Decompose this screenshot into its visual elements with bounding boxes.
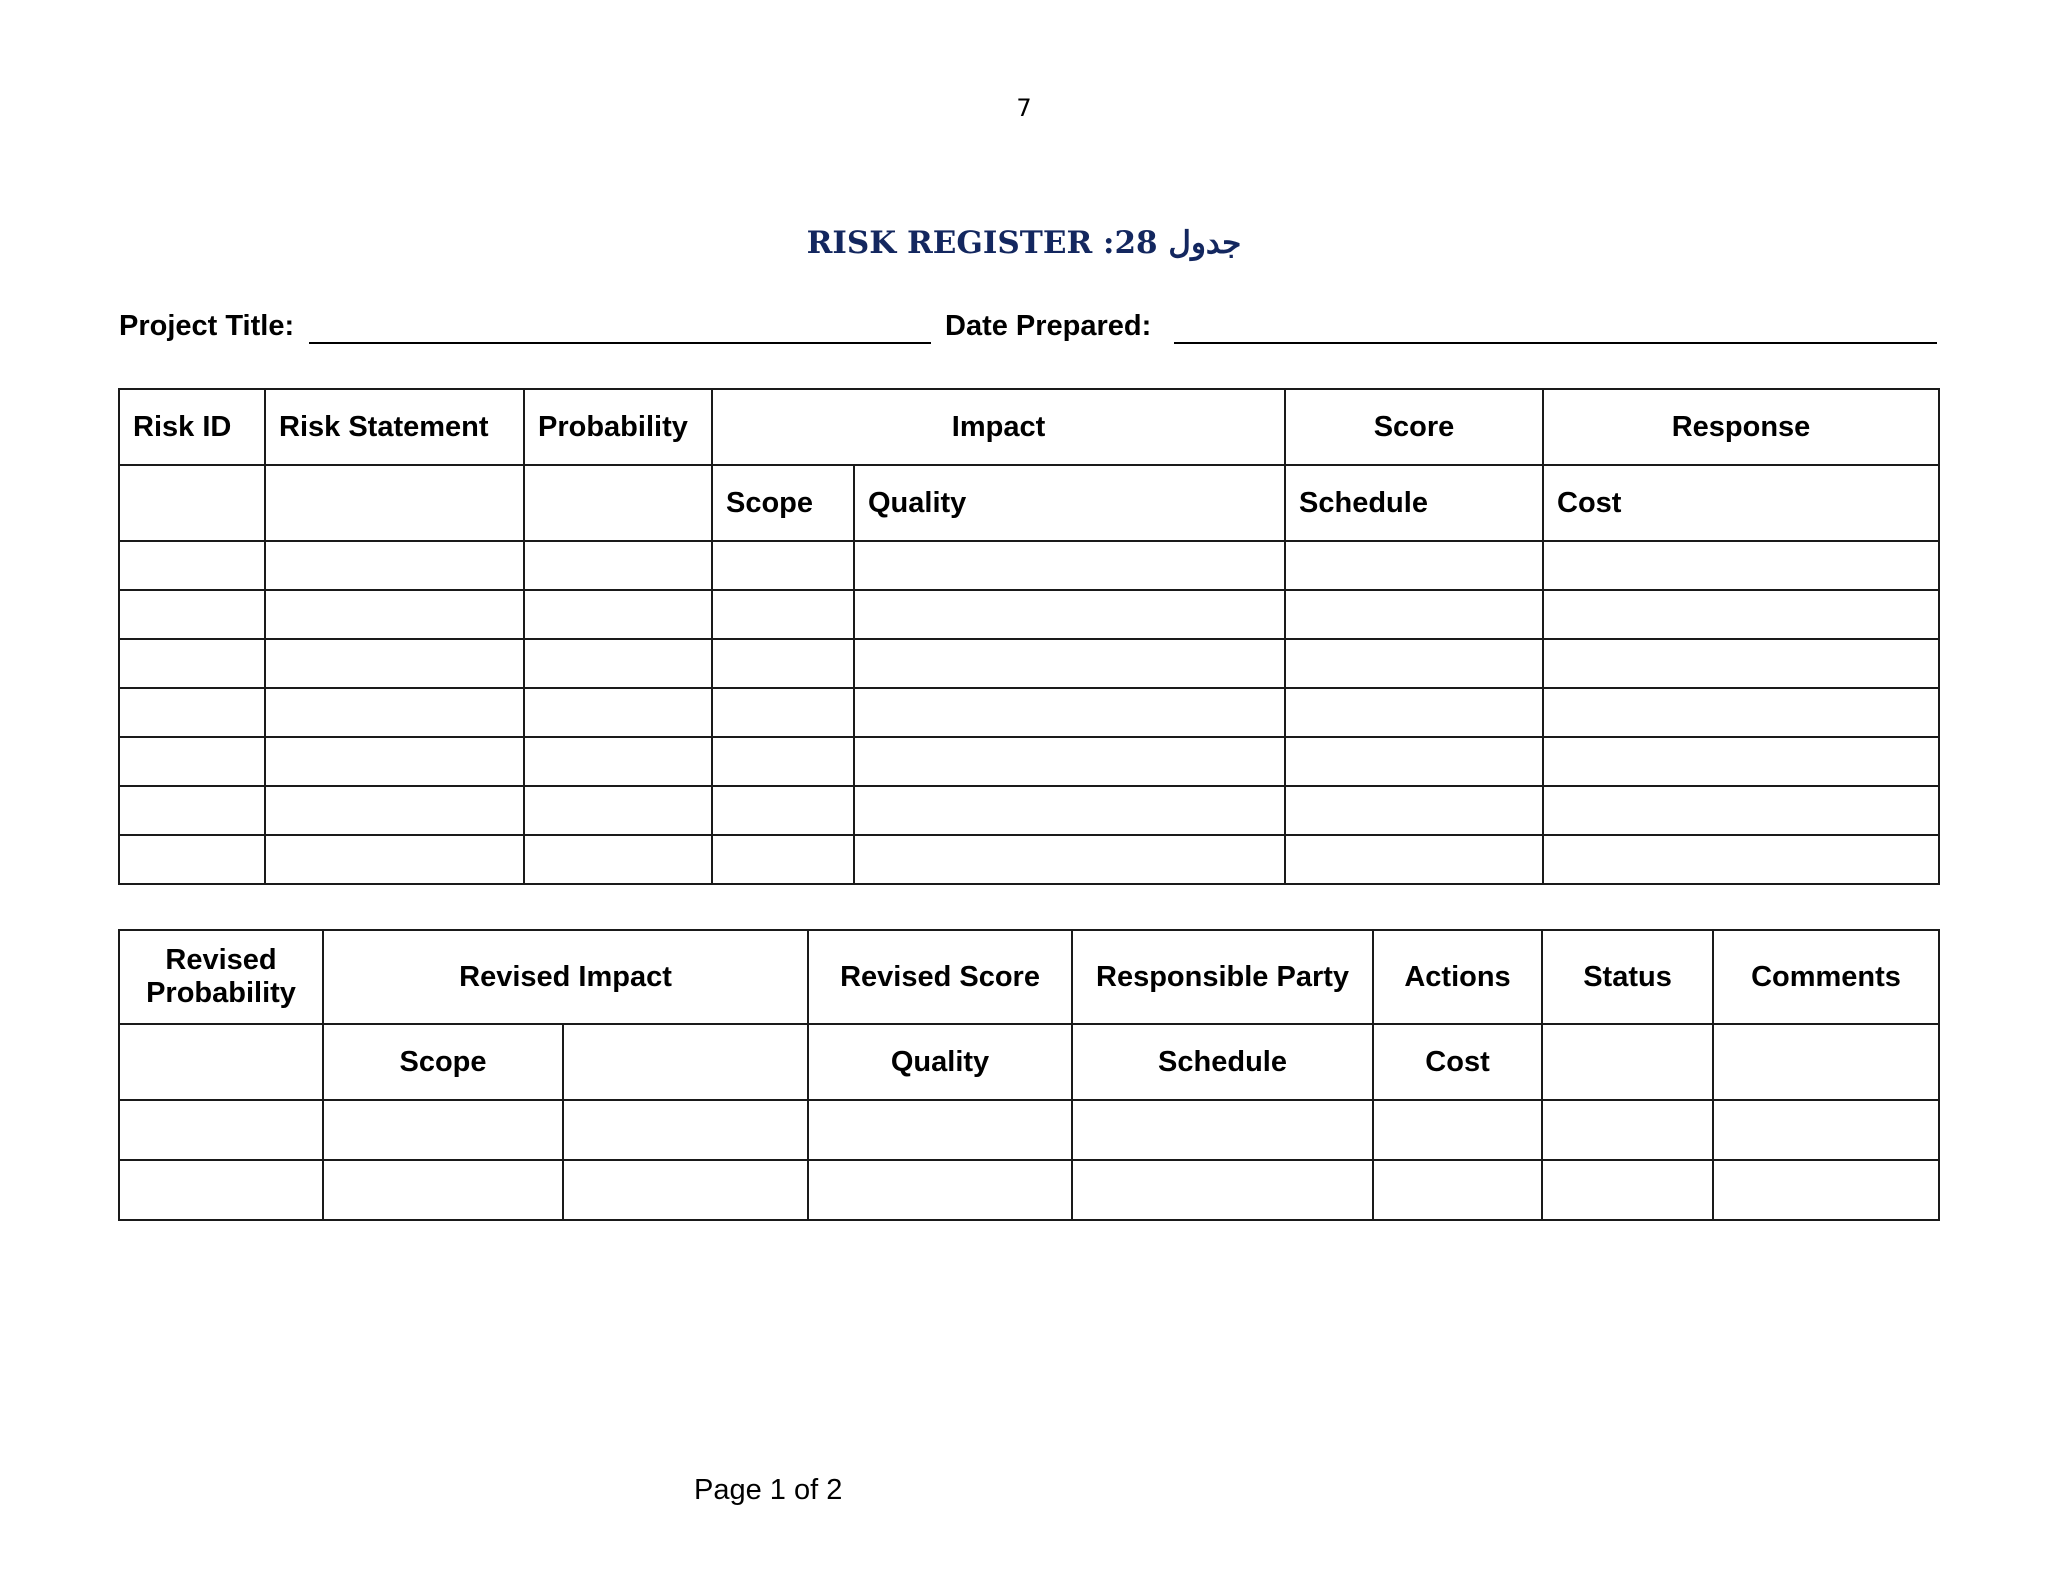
table-cell[interactable] xyxy=(1543,541,1939,590)
table-cell[interactable] xyxy=(1543,737,1939,786)
table-row xyxy=(119,688,1939,737)
header-score: Score xyxy=(1285,389,1543,465)
project-title-field[interactable] xyxy=(309,342,931,344)
table-cell[interactable] xyxy=(854,786,1285,835)
table-cell[interactable] xyxy=(1543,786,1939,835)
table-cell[interactable] xyxy=(119,465,265,541)
table-cell[interactable] xyxy=(265,465,524,541)
header-status: Status xyxy=(1542,930,1713,1024)
table-cell[interactable] xyxy=(854,590,1285,639)
header-revised-impact: Revised Impact xyxy=(323,930,808,1024)
date-prepared-label: Date Prepared: xyxy=(945,310,1152,342)
table-cell[interactable] xyxy=(563,1100,808,1160)
header-comments: Comments xyxy=(1713,930,1939,1024)
table-cell[interactable] xyxy=(808,1160,1072,1220)
table-cell[interactable] xyxy=(265,688,524,737)
subheader-cost: Cost xyxy=(1543,465,1939,541)
revised-risk-table xyxy=(118,929,1940,1221)
subheader-revised-cost: Cost xyxy=(1373,1024,1542,1100)
table-cell[interactable] xyxy=(1285,737,1543,786)
table-cell[interactable] xyxy=(1285,590,1543,639)
revised-subheader-row xyxy=(119,1024,1939,1100)
table-cell[interactable] xyxy=(265,541,524,590)
table-cell[interactable] xyxy=(1285,688,1543,737)
table-cell[interactable] xyxy=(1285,786,1543,835)
header-revised-score: Revised Score xyxy=(808,930,1072,1024)
table-cell[interactable] xyxy=(524,786,712,835)
table-cell[interactable] xyxy=(524,737,712,786)
table-cell[interactable] xyxy=(854,639,1285,688)
table-cell[interactable] xyxy=(1542,1024,1713,1100)
table-cell[interactable] xyxy=(524,835,712,884)
table-cell[interactable] xyxy=(1543,835,1939,884)
subheader-scope: Scope xyxy=(712,465,854,541)
table-cell[interactable] xyxy=(265,835,524,884)
table-row xyxy=(119,1100,1939,1160)
table-cell[interactable] xyxy=(1285,835,1543,884)
page-number: 7 xyxy=(1016,94,1032,122)
header-responsible-party: Responsible Party xyxy=(1072,930,1373,1024)
table-cell[interactable] xyxy=(524,639,712,688)
header-probability: Probability xyxy=(524,389,712,465)
table-cell[interactable] xyxy=(1542,1160,1713,1220)
table-row xyxy=(119,541,1939,590)
table-cell[interactable] xyxy=(1373,1100,1542,1160)
table-cell[interactable] xyxy=(119,786,265,835)
table-row xyxy=(119,639,1939,688)
table-cell[interactable] xyxy=(119,639,265,688)
table-cell[interactable] xyxy=(1713,1160,1939,1220)
header-impact: Impact xyxy=(712,389,1285,465)
form-header xyxy=(119,308,1937,348)
project-title-label: Project Title: xyxy=(119,310,295,342)
table-cell[interactable] xyxy=(524,465,712,541)
table-cell[interactable] xyxy=(1373,1160,1542,1220)
page-footer: Page 1 of 2 xyxy=(694,1474,843,1506)
table-row xyxy=(119,590,1939,639)
table-cell[interactable] xyxy=(323,1160,563,1220)
table-cell[interactable] xyxy=(712,590,854,639)
risk-register-table xyxy=(118,388,1940,885)
table-cell[interactable] xyxy=(563,1160,808,1220)
table-cell[interactable] xyxy=(712,835,854,884)
table-cell[interactable] xyxy=(1285,639,1543,688)
subheader-revised-schedule: Schedule xyxy=(1072,1024,1373,1100)
table-cell[interactable] xyxy=(323,1100,563,1160)
table-cell[interactable] xyxy=(119,541,265,590)
table-cell[interactable] xyxy=(854,541,1285,590)
table-cell[interactable] xyxy=(119,1024,323,1100)
header-risk-statement: Risk Statement xyxy=(265,389,524,465)
table-cell[interactable] xyxy=(563,1024,808,1100)
table-cell[interactable] xyxy=(854,835,1285,884)
subheader-quality: Quality xyxy=(854,465,1285,541)
revised-header-row xyxy=(119,930,1939,1024)
table-cell[interactable] xyxy=(712,786,854,835)
subheader-revised-quality: Quality xyxy=(808,1024,1072,1100)
document-title: جدول 28: RISK REGISTER xyxy=(806,225,1242,261)
table-cell[interactable] xyxy=(119,737,265,786)
table-cell[interactable] xyxy=(265,786,524,835)
table-cell[interactable] xyxy=(808,1100,1072,1160)
table-cell[interactable] xyxy=(1713,1024,1939,1100)
table-cell[interactable] xyxy=(265,590,524,639)
header-risk-id: Risk ID xyxy=(119,389,265,465)
risk-subheader-row xyxy=(119,465,1939,541)
table-cell[interactable] xyxy=(1543,688,1939,737)
table-cell[interactable] xyxy=(712,688,854,737)
table-cell[interactable] xyxy=(1543,590,1939,639)
header-actions: Actions xyxy=(1373,930,1542,1024)
table-cell[interactable] xyxy=(524,688,712,737)
table-row xyxy=(119,737,1939,786)
table-cell[interactable] xyxy=(1713,1100,1939,1160)
table-cell[interactable] xyxy=(119,835,265,884)
table-cell[interactable] xyxy=(712,541,854,590)
table-row xyxy=(119,1160,1939,1220)
table-cell[interactable] xyxy=(119,1100,323,1160)
table-cell[interactable] xyxy=(1542,1100,1713,1160)
table-cell[interactable] xyxy=(1285,541,1543,590)
table-cell[interactable] xyxy=(1072,1100,1373,1160)
risk-header-row xyxy=(119,389,1939,465)
table-cell[interactable] xyxy=(1543,639,1939,688)
subheader-revised-scope: Scope xyxy=(323,1024,563,1100)
table-cell[interactable] xyxy=(712,737,854,786)
table-cell[interactable] xyxy=(854,688,1285,737)
subheader-schedule: Schedule xyxy=(1285,465,1543,541)
table-cell[interactable] xyxy=(119,688,265,737)
table-cell[interactable] xyxy=(712,639,854,688)
table-cell[interactable] xyxy=(119,1160,323,1220)
header-revised-probability: Revised Probability xyxy=(119,930,323,1024)
table-cell[interactable] xyxy=(524,590,712,639)
table-row xyxy=(119,835,1939,884)
header-response: Response xyxy=(1543,389,1939,465)
table-cell[interactable] xyxy=(265,639,524,688)
table-cell[interactable] xyxy=(854,737,1285,786)
table-cell[interactable] xyxy=(119,590,265,639)
table-cell[interactable] xyxy=(524,541,712,590)
table-row xyxy=(119,786,1939,835)
table-cell[interactable] xyxy=(1072,1160,1373,1220)
table-cell[interactable] xyxy=(265,737,524,786)
date-prepared-field[interactable] xyxy=(1174,342,1937,344)
